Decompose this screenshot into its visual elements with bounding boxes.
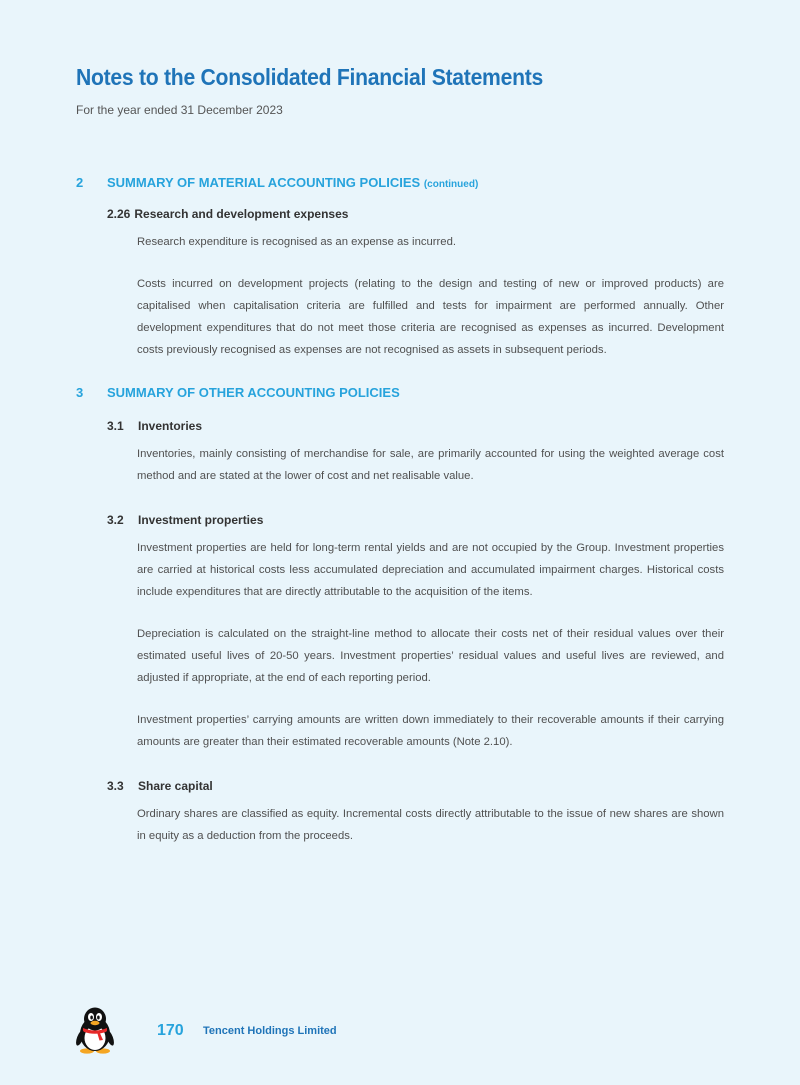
subsection-title: Investment properties	[138, 513, 264, 527]
section-title: SUMMARY OF OTHER ACCOUNTING POLICIES	[107, 385, 400, 400]
page-title: Notes to the Consolidated Financial Statements	[76, 64, 544, 90]
page-subtitle: For the year ended 31 December 2023	[76, 103, 283, 117]
subsection-title: Share capital	[138, 779, 213, 793]
subsection-heading	[107, 513, 263, 527]
subsection-number: 3.1	[107, 419, 124, 433]
paragraph: Costs incurred on development projects (relating to the design and testing of new or improved products) are capitalised when capitalisation criteria are fulfilled and tests for impairment are performed annually. Other development expenditures that do not meet those criteria are recognised as expenses as incurred. Development costs previously recognised as expenses are not recognised as assets in subsequent periods.	[137, 278, 724, 356]
subsection-number: 3.3	[107, 779, 124, 793]
subsection-number: 2.26	[107, 207, 131, 221]
paragraph: Inventories, mainly consisting of merchandise for sale, are primarily accounted for using the weighted average cost method and are stated at the lower of cost and net realisable value.	[137, 448, 724, 482]
paragraph: Investment properties are held for long-term rental yields and are not occupied by the Group. Investment properties are carried at historical costs less accumulated depreciation and accumulated impairment charges. Historical costs include expenditures that are directly attributable to the acquisition of the items.	[137, 542, 724, 598]
subsection-title: Research and development expenses	[134, 207, 349, 221]
paragraph: Ordinary shares are classified as equity. Incremental costs directly attributable to the issue of new shares are shown in equity as a deduction from the proceeds.	[137, 808, 724, 842]
section-number: 2	[76, 175, 84, 190]
section-title: SUMMARY OF MATERIAL ACCOUNTING POLICIES	[107, 175, 421, 190]
section-continued-label: (continued)	[423, 179, 479, 190]
paragraph: Investment properties’ carrying amounts are written down immediately to their recoverable amounts if their carrying amounts are greater than their estimated recoverable amounts (Note 2.10).	[137, 714, 724, 748]
subsection-number: 3.2	[107, 513, 124, 527]
page-number: 170	[157, 1022, 184, 1039]
paragraph: Research expenditure is recognised as an expense as incurred.	[137, 236, 457, 248]
subsection-heading	[107, 779, 213, 793]
section-number: 3	[76, 385, 84, 400]
company-name: Tencent Holdings Limited	[203, 1025, 337, 1037]
paragraph: Depreciation is calculated on the straight-line method to allocate their costs net of their residual values over their estimated useful lives of 20-50 years. Investment properties’ residual values and useful lives are reviewed, and adjusted if appropriate, at the end of each reporting period.	[137, 628, 724, 684]
subsection-title: Inventories	[138, 419, 203, 433]
subsection-heading	[107, 207, 348, 221]
section-heading	[76, 385, 400, 400]
section-heading	[76, 175, 478, 190]
penguin-mascot-icon	[75, 1006, 115, 1054]
subsection-heading	[107, 419, 202, 433]
